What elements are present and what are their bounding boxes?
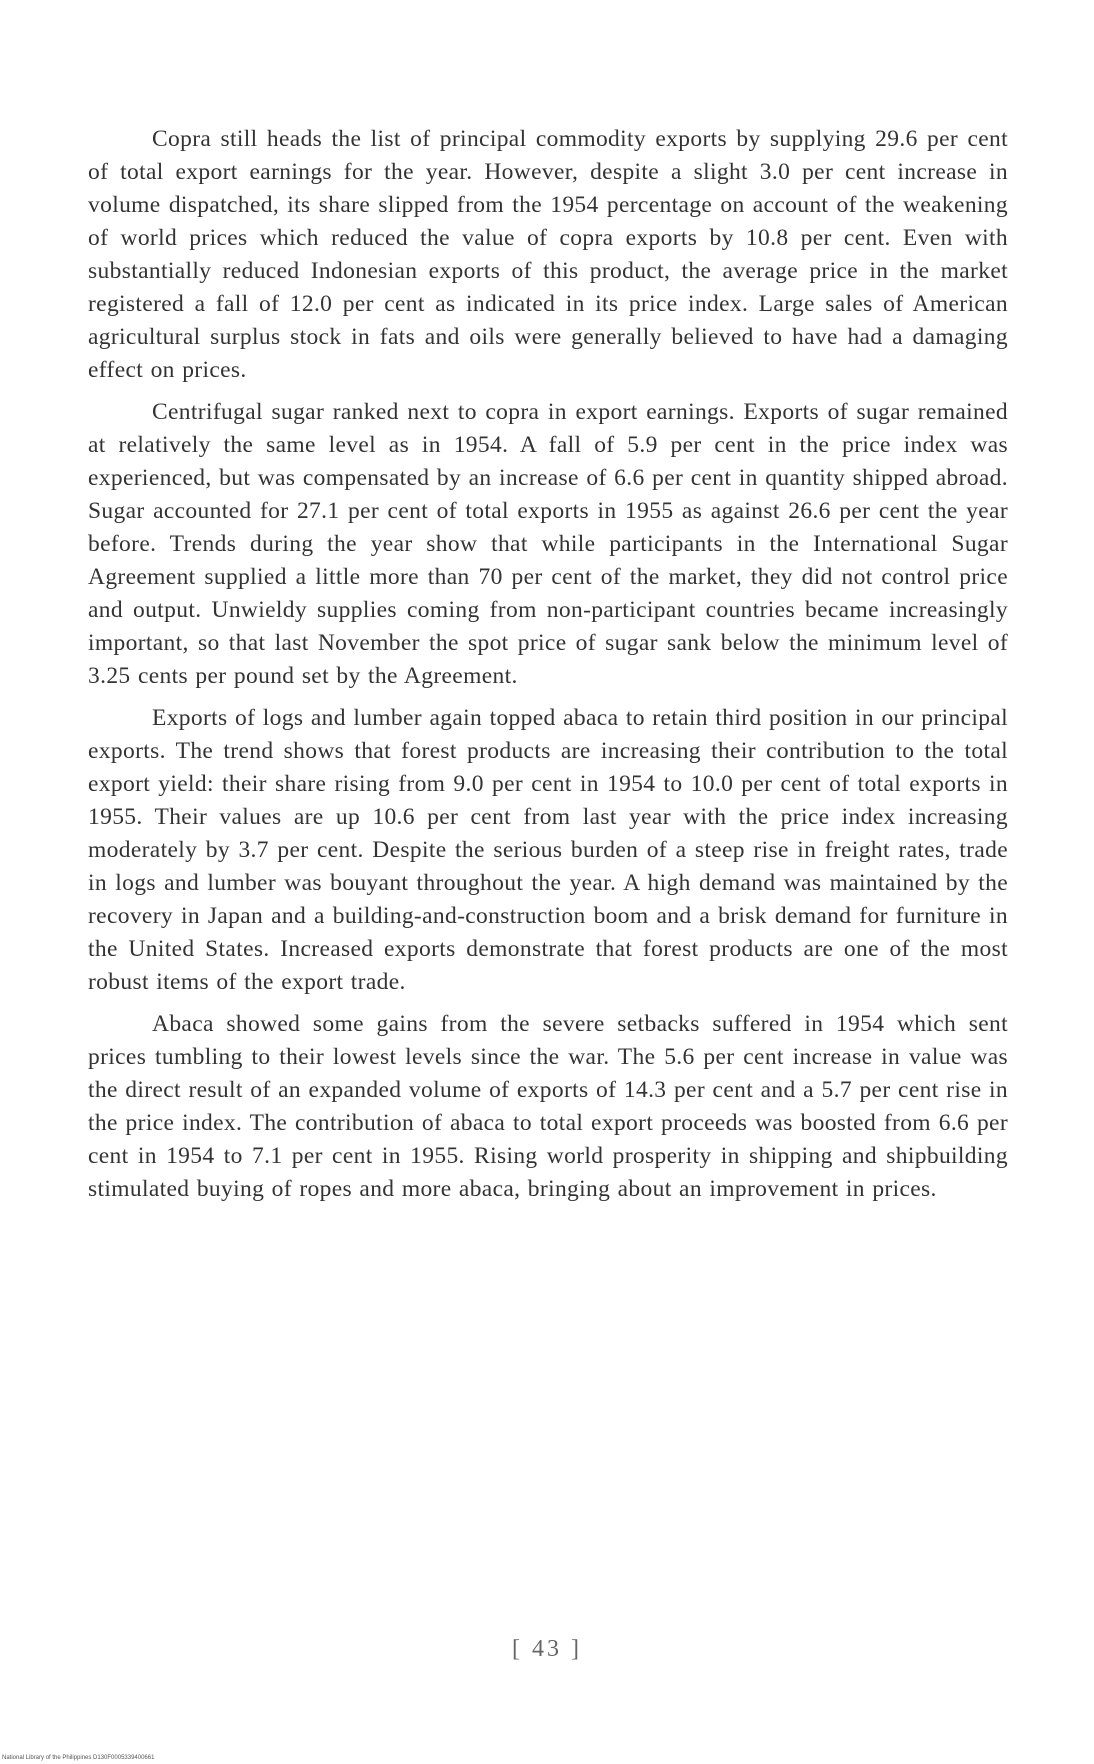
body-text: [88, 123, 1008, 1215]
paragraph-abaca: Abaca showed some gains from the severe setbacks suffered in 1954 which sent prices tumbling to their lowest levels since the war. The 5.6 per cent increase in value was the direct result of an expanded volume of exports of 14.3 per cent and a 5.7 per cent rise in the price index. The contribution of abaca to total export proceeds was boosted from 6.6 per cent in 1954 to 7.1 per cent in 1955. Rising world prosperity in shipping and shipbuilding stimulated buying of ropes and more abaca, bringing about an improvement in prices.: [88, 1011, 1008, 1202]
footer-credit: National Library of the Philippines D130F0005339400661: [2, 1755, 155, 1761]
paragraph-copra: Copra still heads the list of principal commodity exports by supplying 29.6 per cent of total export earnings for the year. However, despite a slight 3.0 per cent increase in volume dispatched, its share slipped from the 1954 percentage on account of the weakening of world prices which reduced the value of copra exports by 10.8 per cent. Even with substantially reduced Indonesian exports of this product, the average price in the market registered a fall of 12.0 per cent as indicated in its price index. Large sales of American agricultural surplus stock in fats and oils were generally believed to have had a damaging effect on prices.: [88, 126, 1008, 383]
paragraph-logs-lumber: Exports of logs and lumber again topped abaca to retain third position in our principal exports. The trend shows that forest products are increasing their contribution to the total export yield: their share rising from 9.0 per cent in 1954 to 10.0 per cent of total exports in 1955. Their values are up 10.6 per cent from last year with the price index increasing moderately by 3.7 per cent. Despite the serious burden of a steep rise in freight rates, trade in logs and lumber was bouyant throughout the year. A high demand was maintained by the recovery in Japan and a building-and-construction boom and a brisk demand for furniture in the United States. Increased exports demonstrate that forest products are one of the most robust items of the export trade.: [88, 705, 1008, 995]
paragraph-sugar: Centrifugal sugar ranked next to copra in export earnings. Exports of sugar remained at relatively the same level as in 1954. A fall of 5.9 per cent in the price index was experienced, but was compensated by an increase of 6.6 per cent in quantity shipped abroad. Sugar accounted for 27.1 per cent of total exports in 1955 as against 26.6 per cent the year before. Trends during the year show that while participants in the International Sugar Agreement supplied a little more than 70 per cent of the market, they did not control price and output. Unwieldy supplies coming from non-participant countries became increasingly important, so that last November the spot price of sugar sank below the minimum level of 3.25 cents per pound set by the Agreement.: [88, 399, 1008, 689]
page-number: [ 43 ]: [512, 1636, 582, 1662]
